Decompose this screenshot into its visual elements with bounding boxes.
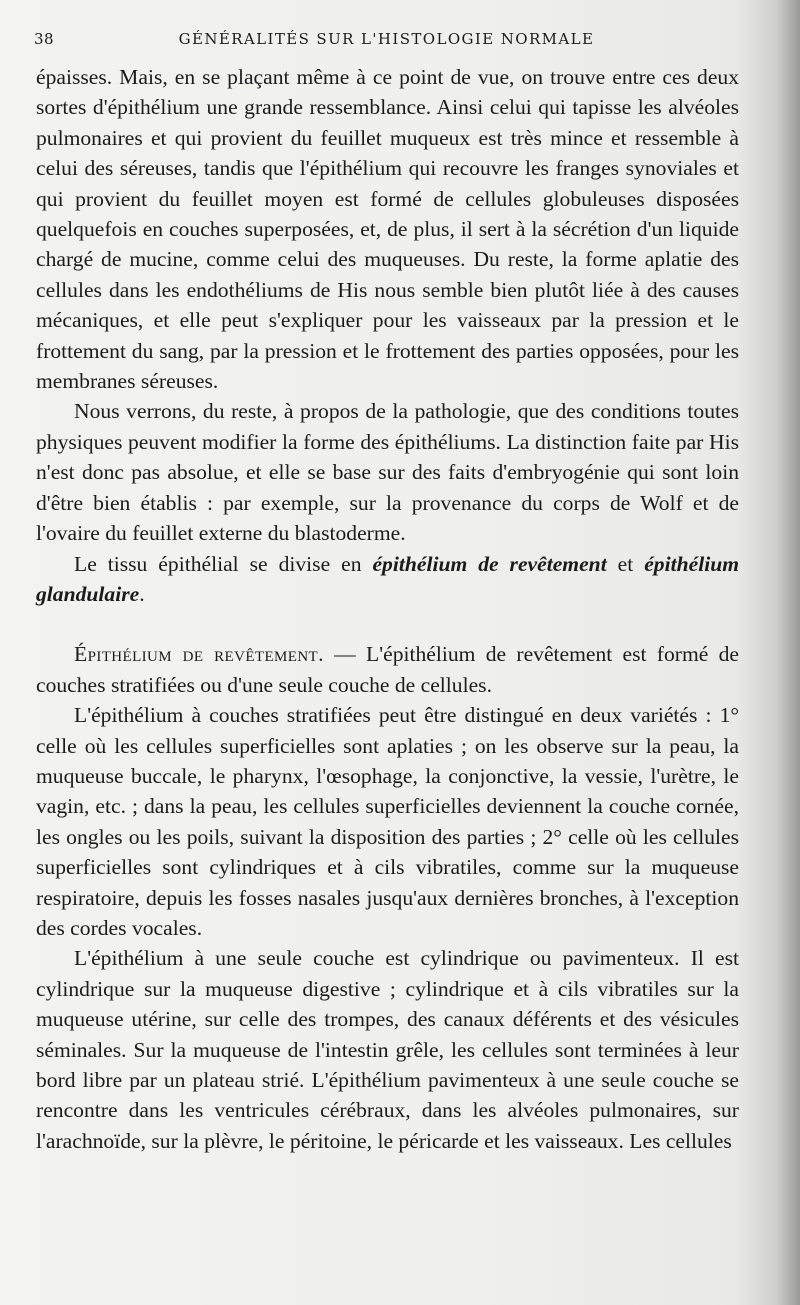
- paragraph-4: [36, 639, 739, 700]
- page-number: 38: [34, 30, 55, 48]
- paragraph-6: L'épithélium à une seule couche est cylindrique ou pavimenteux. Il est cylindrique sur la muqueuse digestive ; cylindrique et à cils vibratiles sur la muqueuse utérine, sur celle des trompes, des canaux déférents et des vésicules séminales. Sur la muqueuse de l'intestin grêle, les cellules sont terminées à leur bord libre par un plateau strié. L'épithélium pavimenteux à une seule couche se rencontre dans les ventricules cérébraux, dans les alvéoles pulmonaires, sur l'arachnoïde, sur la plèvre, le péritoine, le péricarde et les vaisseaux. Les cellules: [36, 946, 739, 1153]
- body-text: [36, 62, 739, 1156]
- term-epithelium-revetement: épithélium de revêtement: [372, 551, 607, 576]
- term-epithelium-glandulaire: épithélium glandulaire: [36, 551, 739, 606]
- section-spacer: [36, 609, 739, 639]
- paragraph-3-end: .: [139, 581, 145, 606]
- paragraph-4-text: — L'épithélium de revêtement est formé de couches stratifiées ou d'une seule couche de cellules.: [36, 642, 740, 697]
- running-head: GÉNÉRALITÉS SUR L'HISTOLOGIE NORMALE: [178, 30, 595, 48]
- paragraph-1: épaisses. Mais, en se plaçant même à ce point de vue, on trouve entre ces deux sortes d'épithélium une grande ressemblance. Ainsi celui qui tapisse les alvéoles pulmonaires et qui provient du feuillet muqueux est très mince et ressemble à celui des séreuses, tandis que l'épithélium qui recouvre les franges synoviales et qui provient du feuillet moyen est formé de cellules globuleuses disposées quelquefois en couches superposées, et, de plus, il sert à la sécrétion d'un liquide chargé de mucine, comme celui des muqueuses. Du reste, la forme aplatie des cellules dans les endothéliums de His nous semble bien plutôt liée à des causes mécaniques, et elle peut s'expliquer pour les vaisseaux par la pression et le frottement du sang, par la pression et le frottement des parties opposées, pour les membranes séreuses.: [36, 65, 739, 394]
- paragraph-3: [36, 549, 739, 610]
- paragraph-2: Nous verrons, du reste, à propos de la pathologie, que des conditions toutes physiques peuvent modifier la forme des épithéliums. La distinction faite par His n'est donc pas absolue, et elle se base sur des faits d'embryogénie qui sont loin d'être bien établis : par exemple, sur la provenance du corps de Wolf et de l'ovaire du feuillet externe du blastoderme.: [36, 399, 739, 546]
- paragraph-3-lead: Le tissu épithélial se divise en: [74, 551, 373, 576]
- paragraph-5: L'épithélium à couches stratifiées peut être distingué en deux variétés : 1° celle où les cellules superficielles sont aplaties ; on les observe sur la peau, la muqueuse buccale, le pharynx, l'œsophage, la conjonctive, la vessie, l'urètre, le vagin, etc. ; dans la peau, les cellules superficielles deviennent la couche cornée, les ongles ou les poils, suivant la disposition des parties ; 2° celle où les cellules superficielles sont cylindriques et à cils vibratiles, comme sur la muqueuse respiratoire, depuis les fosses nasales jusqu'aux dernières bronches, à l'exception des cordes vocales.: [36, 703, 739, 940]
- page-header: [34, 30, 739, 54]
- section-heading: Épithélium de revêtement.: [74, 642, 324, 667]
- paragraph-3-conj: et: [606, 551, 645, 576]
